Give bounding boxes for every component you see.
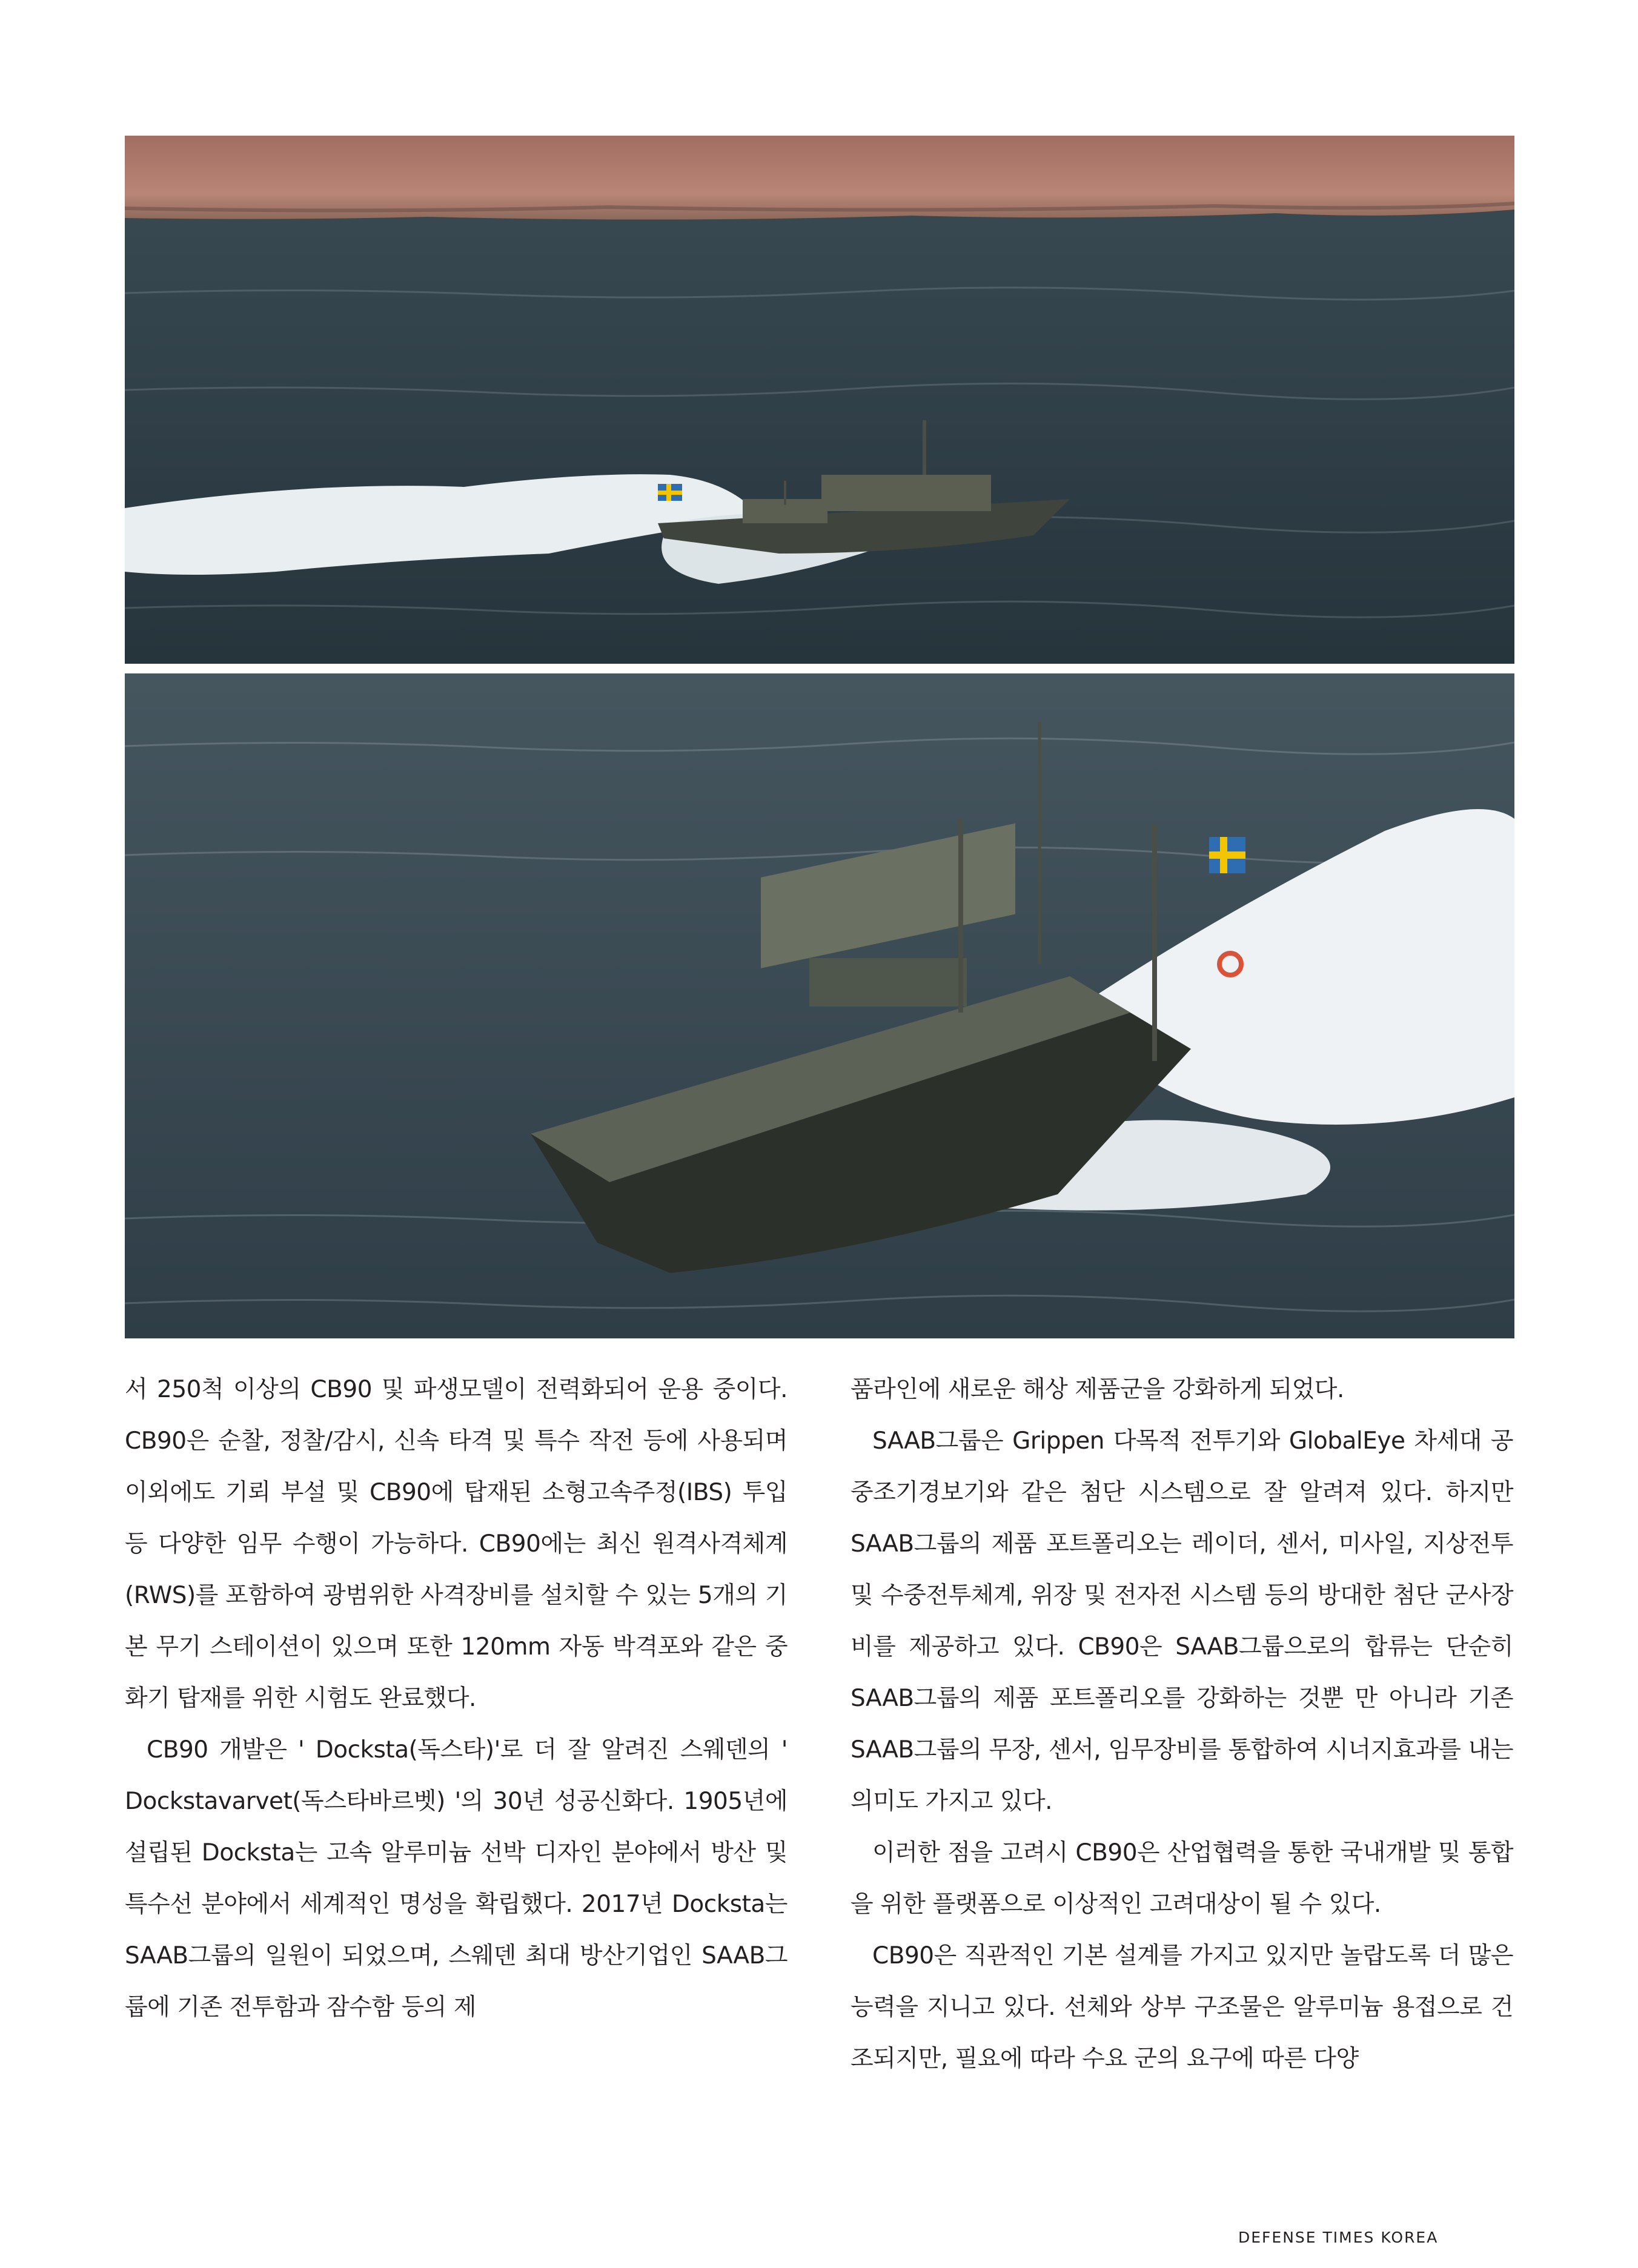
paragraph: SAAB그룹은 Grippen 다목적 전투기와 GlobalEye 차세대 공중조기경보기와 같은 첨단 시스템으로 잘 알려져 있다. 하지만 SAAB그룹의 제품 포트폴리오는 레이더, 센서, 미사일, 지상전투 및 수중전투체계, 위장 및 전자전 시스템 등의 방대한 첨단 군사장비를 제공하고 있다. CB90은 SAAB그룹으로의 합류는 단순히 SAAB그룹의 제품 포트폴리오를 강화하는 것뿐 만 아니라 기존 SAAB그룹의 무장, 센서, 임무장비를 통합하여 시너지효과를 내는 의미도 가지고 있다. [850,1427,1513,1815]
paragraph: CB90은 직관적인 기본 설계를 가지고 있지만 놀랍도록 더 많은 능력을 지니고 있다. 선체와 상부 구조물은 알루미늄 용접으로 건조되지만, 필요에 따라 수요 군의 요구에 따른 다양 [850,1942,1513,2072]
top-boat-photo [125,136,1514,664]
boat-photo-icon [125,136,1514,664]
article-left-column [125,1364,788,2033]
paragraph: 서 250척 이상의 CB90 및 파생모델이 전력화되어 운용 중이다. CB90은 순찰, 정찰/감시, 신속 타격 및 특수 작전 등에 사용되며 이외에도 기뢰 부설 및 CB90에 탑재된 소형고속주정(IBS) 투입 등 다양한 임무 수행이 가능하다. CB90에는 최신 원격사격체계(RWS)를 포함하여 광범위한 사격장비를 설치할 수 있는 5개의 기본 무기 스테이션이 있으며 또한 120mm 자동 박격포와 같은 중화기 탑재를 위한 시험도 완료했다. [125,1376,788,1712]
boat-photo-icon [125,673,1514,1338]
paragraph: 품라인에 새로운 해상 제품군을 강화하게 되었다. [850,1376,1344,1403]
publication-footer: DEFENSE TIMES KOREA [1238,2229,1439,2246]
paragraph: 이러한 점을 고려시 CB90은 산업협력을 통한 국내개발 및 통합을 위한 플랫폼으로 이상적인 고려대상이 될 수 있다. [850,1839,1513,1918]
article-right-column [850,1364,1513,2085]
paragraph: CB90 개발은 ' Docksta(독스타)'로 더 잘 알려진 스웨덴의 ' Dockstavarvet(독스타바르벳) '의 30년 성공신화다. 1905년에 설립된 Docksta는 고속 알루미늄 선박 디자인 분야에서 방산 및 특수선 분야에서 세계적인 명성을 확립했다. 2017년 Docksta는 SAAB그룹의 일원이 되었으며, 스웨덴 최대 방산기업인 SAAB그룹에 기존 전투함과 잠수함 등의 제 [125,1736,788,2021]
bottom-boat-photo [125,673,1514,1338]
